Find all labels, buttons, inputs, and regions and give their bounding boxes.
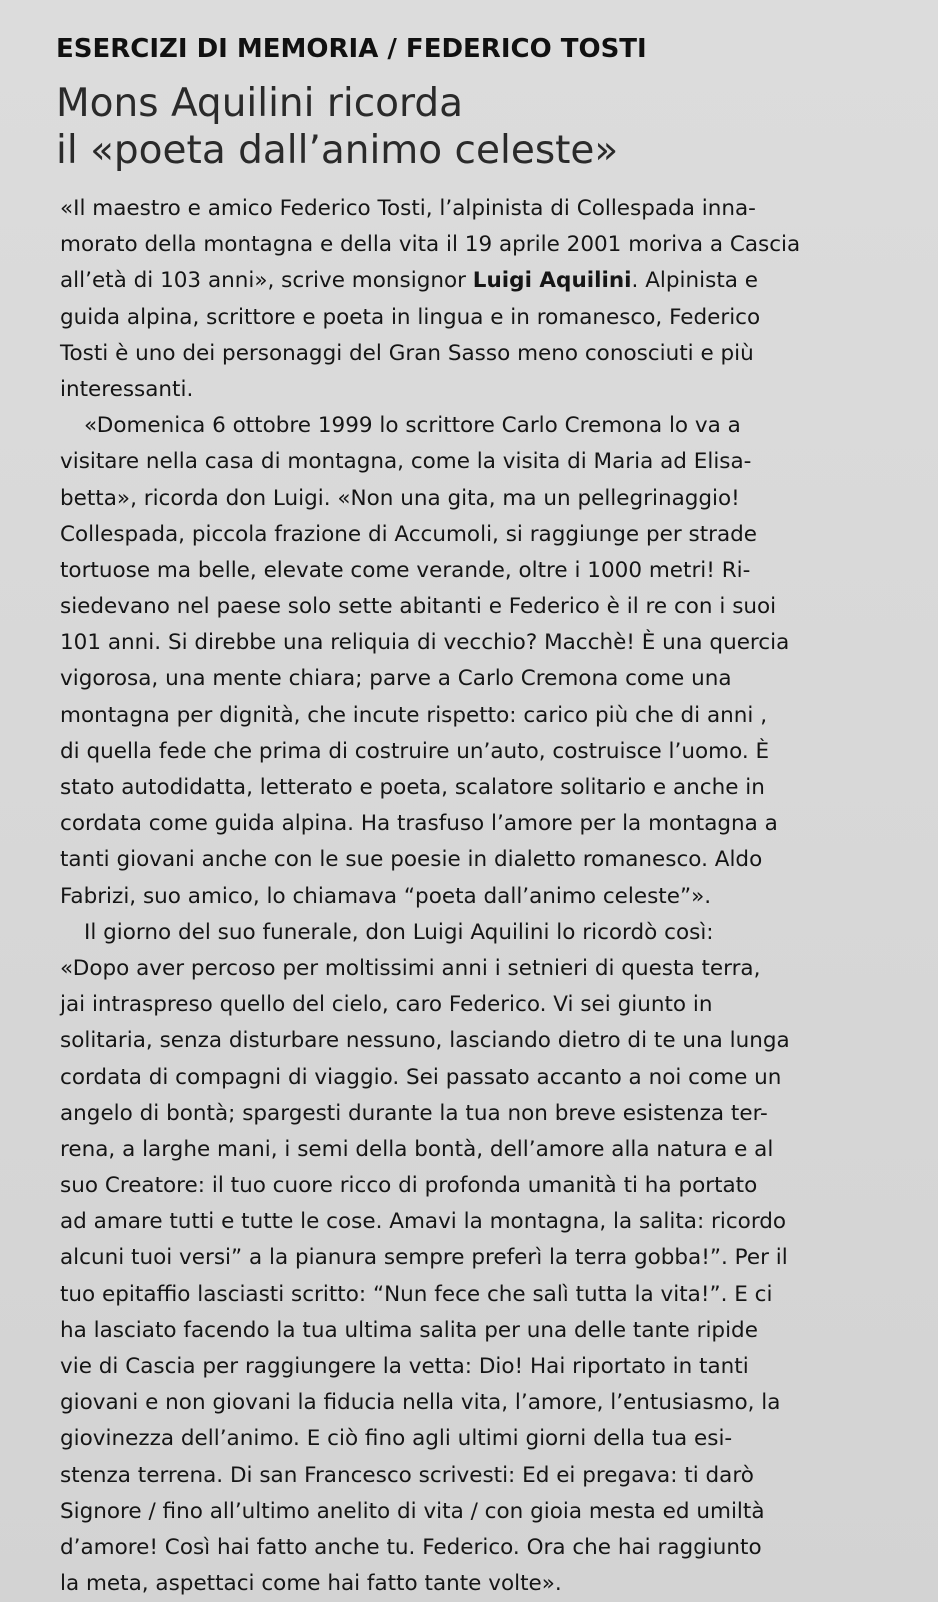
body-line: cordata di compagni di viaggio. Sei passato accanto a noi come un — [60, 1064, 782, 1090]
body-line: stato autodidatta, letterato e poeta, scalatore solitario e anche in — [60, 775, 765, 800]
body-line: «Dopo aver percoso per moltissimi anni i setnieri di questa terra, — [60, 955, 761, 981]
body-line: morato della montagna e della vita il 19 aprile 2001 moriva a Cascia — [60, 232, 801, 258]
body-line: betta», ricorda don Luigi. «Non una gita, ma un pellegrinaggio! — [60, 485, 740, 511]
section-kicker: ESERCIZI DI MEMORIA / FEDERICO TOSTI — [56, 34, 647, 64]
body-line-text: all’età di 103 anni», scrive monsignor — [60, 268, 473, 294]
body-line: Il giorno del suo funerale, don Luigi Aquilini lo ricordò così: — [84, 919, 714, 945]
article-body — [60, 191, 895, 1602]
body-line: vie di Cascia per raggiungere la vetta: Dio! Hai riportato in tanti — [60, 1354, 749, 1379]
body-line: vigorosa, una mente chiara; parve a Carlo Cremona come una — [60, 666, 732, 692]
author-name: Luigi Aquilini — [472, 268, 632, 294]
body-line: tuo epitaffio lasciasti scritto: “Nun fece che salì tutta la vita!”. E ci — [60, 1281, 773, 1307]
body-line: la meta, aspettaci come hai fatto tante volte». — [60, 1571, 562, 1597]
body-line: giovinezza dell’animo. E ciò fino agli ultimi giorni della tua esi- — [60, 1426, 733, 1452]
article-headline — [56, 80, 896, 174]
body-line: ad amare tutti e tutte le cose. Amavi la montagna, la salita: ricordo — [60, 1209, 787, 1235]
headline-line-2: il «poeta dall’animo celeste» — [56, 128, 619, 173]
body-line-text: . Alpinista e — [631, 268, 758, 294]
body-line: 101 anni. Si direbbe una reliquia di vecchio? Macchè! È una quercia — [60, 630, 790, 656]
body-line: cordata come guida alpina. Ha trasfuso l’amore per la montagna a — [60, 811, 778, 837]
body-line — [60, 263, 895, 299]
body-line: giovani e non giovani la fiducia nella vita, l’amore, l’entusiasmo, la — [60, 1390, 781, 1416]
body-line: solitaria, senza disturbare nessuno, lasciando dietro di te una lunga — [60, 1028, 790, 1054]
body-line: rena, a larghe mani, i semi della bontà, dell’amore alla natura e al — [60, 1136, 774, 1162]
body-line: Fabrizi, suo amico, lo chiamava “poeta dall’animo celeste”». — [60, 883, 712, 909]
body-line: tortuose ma belle, elevate come verande, oltre i 1000 metri! Ri- — [60, 557, 751, 583]
body-line: di quella fede che prima di costruire un’auto, costruisce l’uomo. È — [60, 738, 770, 764]
body-line: jai intraspreso quello del cielo, caro Federico. Vi sei giunto in — [60, 992, 713, 1018]
body-line: montagna per dignità, che incute rispetto: carico più che di anni , — [60, 702, 768, 728]
body-line: d’amore! Così hai fatto anche tu. Federico. Ora che hai raggiunto — [60, 1534, 762, 1560]
body-line: guida alpina, scrittore e poeta in lingua e in romanesco, Federico — [60, 304, 761, 330]
body-line: suo Creatore: il tuo cuore ricco di profonda umanità ti ha portato — [60, 1173, 758, 1199]
body-line: Signore / fino all’ultimo anelito di vita / con gioia mesta ed umiltà — [60, 1498, 765, 1524]
body-line: «Il maestro e amico Federico Tosti, l’alpinista di Collespada inna- — [60, 196, 756, 221]
body-line: alcuni tuoi versi” a la pianura sempre preferì la terra gobba!”. Per il — [60, 1245, 788, 1271]
body-line: visitare nella casa di montagna, come la visita di Maria ad Elisa- — [60, 449, 752, 475]
body-line: angelo di bontà; spargesti durante la tua non breve esistenza ter- — [60, 1100, 768, 1126]
body-line: tanti giovani anche con le sue poesie in dialetto romanesco. Aldo — [60, 847, 763, 873]
body-line: Tosti è uno dei personaggi del Gran Sasso meno conosciuti e più — [60, 340, 754, 366]
body-line: interessanti. — [60, 376, 194, 402]
body-line: ha lasciato facendo la tua ultima salita per una delle tante ripide — [60, 1317, 758, 1343]
body-line: «Domenica 6 ottobre 1999 lo scrittore Carlo Cremona lo va a — [84, 413, 741, 439]
body-line: Collespada, piccola frazione di Accumoli, si raggiunge per strade — [60, 521, 758, 547]
headline-line-1: Mons Aquilini ricorda — [56, 81, 464, 126]
body-line: siedevano nel paese solo sette abitanti e Federico è il re con i suoi — [60, 594, 777, 620]
body-line: stenza terrena. Di san Francesco scrivesti: Ed ei pregava: ti darò — [60, 1462, 754, 1488]
